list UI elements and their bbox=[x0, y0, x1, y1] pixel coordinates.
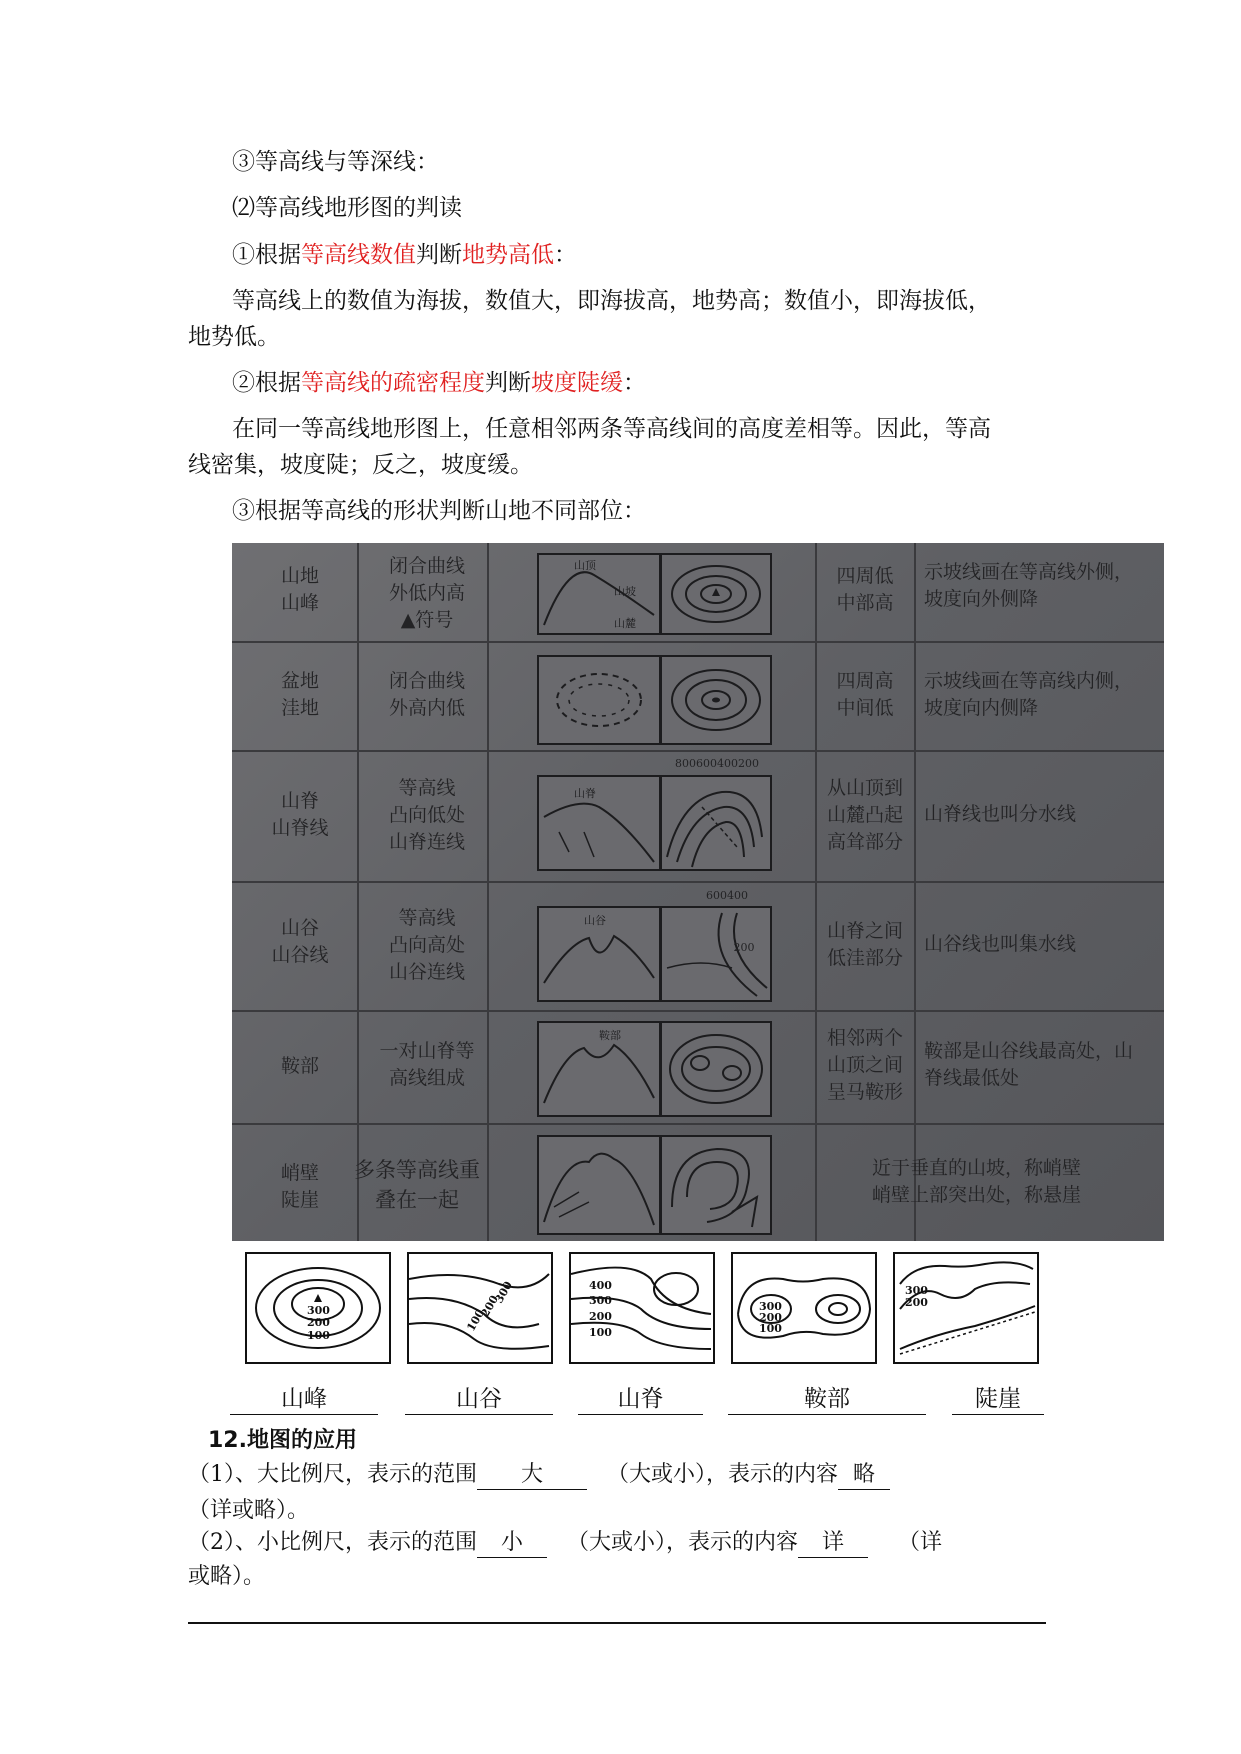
contour-map-peak bbox=[245, 1252, 391, 1364]
saddle-label-100: 100 bbox=[759, 1322, 782, 1335]
peak-label-200: 200 bbox=[307, 1316, 330, 1329]
text-line-1: ③等高线与等深线： bbox=[232, 149, 439, 175]
peak-label-300: 300 bbox=[307, 1304, 330, 1317]
text-line-6 bbox=[232, 366, 646, 400]
ridge-label-300: 300 bbox=[589, 1294, 612, 1307]
valley-label-300: 300 bbox=[492, 1279, 516, 1306]
contour-map-valley bbox=[407, 1252, 553, 1364]
ridge-label-400: 400 bbox=[589, 1279, 612, 1292]
text-line-4: 等高线上的数值为海拔，数值大，即海拔高，地势高；数值小，即海拔低， bbox=[232, 288, 991, 314]
text-span: （大或小），表示的内容 bbox=[607, 1462, 839, 1487]
row2-note: 示坡线画在等高线内侧， 坡度向内侧降 bbox=[924, 670, 1134, 719]
row3-shape: 等高线 凸向低处 山脊连线 bbox=[388, 777, 465, 853]
row2-sketch bbox=[537, 655, 661, 745]
peak-label-100: 100 bbox=[307, 1329, 330, 1342]
text-span: （2）、小比例尺，表示的范围 bbox=[188, 1530, 477, 1555]
row2-shape: 闭合曲线 外高内低 bbox=[388, 670, 465, 719]
cliff-label-200: 200 bbox=[905, 1296, 928, 1309]
text-line-8: 线密集，坡度陡；反之，坡度缓。 bbox=[188, 452, 533, 478]
row1-shape: 闭合曲线 外低内高 ▲符号 bbox=[388, 555, 465, 631]
row4-sketch bbox=[537, 906, 661, 1002]
row3-contour bbox=[660, 775, 772, 871]
contour-map-cliff bbox=[893, 1252, 1039, 1364]
row3-note: 山脊线也叫分水线 bbox=[924, 803, 1077, 825]
text-span: ①根据 bbox=[232, 242, 301, 268]
scale-paragraph-1-cont: （详或略）。 bbox=[188, 1498, 310, 1523]
highlight-contour-value: 等高线数值 bbox=[301, 242, 416, 268]
text-span: ： bbox=[554, 242, 577, 268]
row4-note: 山谷线也叫集水线 bbox=[924, 933, 1077, 955]
scale-paragraph-2 bbox=[188, 1526, 942, 1560]
row2-name: 盆地 洼地 bbox=[280, 670, 319, 719]
text-span: （详 bbox=[898, 1530, 943, 1555]
valley-contour-values: 600400 bbox=[706, 889, 748, 902]
terrain-table-photo bbox=[232, 543, 1164, 1241]
scale-paragraph-2-cont: 或略）。 bbox=[188, 1564, 266, 1589]
row2-feature: 四周高 中间低 bbox=[836, 670, 894, 719]
valley-contour-200: 200 bbox=[733, 941, 755, 954]
ridge-label-100: 100 bbox=[589, 1326, 612, 1339]
contour-map-saddle bbox=[731, 1252, 877, 1364]
answer-cliff: 陡崖 bbox=[952, 1384, 1044, 1415]
label-peak: 山顶 bbox=[574, 559, 596, 572]
saddle-label-300: 300 bbox=[759, 1300, 782, 1313]
row1-sketch bbox=[537, 553, 661, 635]
row4-feature: 山脊之间 低洼部分 bbox=[826, 920, 903, 969]
row5-name: 鞍部 bbox=[280, 1055, 319, 1077]
answer-peak: 山峰 bbox=[230, 1384, 378, 1415]
highlight-terrain-height: 地势高低 bbox=[462, 242, 554, 268]
text-line-5: 地势低。 bbox=[188, 324, 280, 350]
row3-sketch bbox=[537, 775, 661, 871]
text-line-7: 在同一等高线地形图上，任意相邻两条等高线间的高度差相等。因此，等高 bbox=[232, 416, 991, 442]
text-span: ： bbox=[623, 370, 646, 396]
row3-name: 山脊 山脊线 bbox=[271, 790, 329, 839]
row6-note: 近于垂直的山坡，称峭壁 峭壁上部突出处，称悬崖 bbox=[872, 1157, 1082, 1206]
row1-note: 示坡线画在等高线外侧， 坡度向外侧降 bbox=[924, 561, 1134, 610]
row6-sketch bbox=[537, 1135, 661, 1235]
answer-small-range: 小 bbox=[477, 1529, 547, 1558]
row6-contour bbox=[660, 1135, 772, 1235]
row4-name: 山谷 山谷线 bbox=[271, 917, 329, 966]
answer-ridge: 山脊 bbox=[578, 1384, 703, 1415]
section-title: 12.地图的应用 bbox=[208, 1428, 357, 1453]
label-saddle: 鞍部 bbox=[599, 1029, 621, 1042]
row1-name: 山地 山峰 bbox=[280, 565, 319, 614]
label-slope: 山坡 bbox=[614, 585, 636, 598]
label-valley: 山谷 bbox=[584, 914, 606, 927]
text-span: （1）、大比例尺，表示的范围 bbox=[188, 1462, 477, 1487]
highlight-slope: 坡度陡缓 bbox=[531, 370, 623, 396]
text-line-3 bbox=[232, 238, 577, 272]
row4-shape: 等高线 凸向高处 山谷连线 bbox=[388, 907, 465, 983]
row5-sketch bbox=[537, 1021, 661, 1117]
row3-feature: 从山顶到 山麓凸起 高耸部分 bbox=[826, 777, 903, 853]
ridge-contour-values: 800600400200 bbox=[675, 757, 759, 770]
row6-name: 峭壁 陡崖 bbox=[280, 1162, 319, 1211]
contour-map-ridge bbox=[569, 1252, 715, 1364]
text-line-2: ⑵等高线地形图的判读 bbox=[232, 195, 462, 221]
row5-note: 鞍部是山谷线最高处，山 脊线最低处 bbox=[924, 1040, 1134, 1089]
valley-label-200: 200 bbox=[478, 1293, 502, 1320]
ridge-label-200: 200 bbox=[589, 1310, 612, 1323]
answer-large-range: 大 bbox=[477, 1461, 587, 1490]
bottom-rule bbox=[188, 1622, 1046, 1624]
text-line-9: ③根据等高线的形状判断山地不同部位： bbox=[232, 498, 646, 524]
highlight-contour-density: 等高线的疏密程度 bbox=[301, 370, 485, 396]
row1-contour bbox=[660, 553, 772, 635]
row5-feature: 相邻两个 山顶之间 呈马鞍形 bbox=[826, 1027, 903, 1103]
row2-contour bbox=[660, 655, 772, 745]
row1-feature: 四周低 中部高 bbox=[836, 565, 894, 614]
saddle-label-200: 200 bbox=[759, 1311, 782, 1324]
label-ridge: 山脊 bbox=[574, 787, 596, 800]
text-span: （大或小），表示的内容 bbox=[567, 1530, 799, 1555]
row5-contour bbox=[660, 1021, 772, 1117]
row6-shape: 多条等高线重 叠在一起 bbox=[354, 1158, 480, 1212]
row5-shape: 一对山脊等 高线组成 bbox=[379, 1040, 475, 1089]
cliff-label-300: 300 bbox=[905, 1284, 928, 1297]
valley-label-100: 100 bbox=[464, 1307, 488, 1334]
label-foot: 山麓 bbox=[614, 617, 636, 630]
text-span: 判断 bbox=[485, 370, 531, 396]
text-span: ②根据 bbox=[232, 370, 301, 396]
scale-paragraph-1 bbox=[188, 1458, 890, 1492]
answer-valley: 山谷 bbox=[405, 1384, 553, 1415]
answer-detailed-content: 详 bbox=[798, 1529, 868, 1558]
answer-brief-content: 略 bbox=[838, 1461, 890, 1490]
text-span: 判断 bbox=[416, 242, 462, 268]
answer-saddle: 鞍部 bbox=[728, 1384, 926, 1415]
